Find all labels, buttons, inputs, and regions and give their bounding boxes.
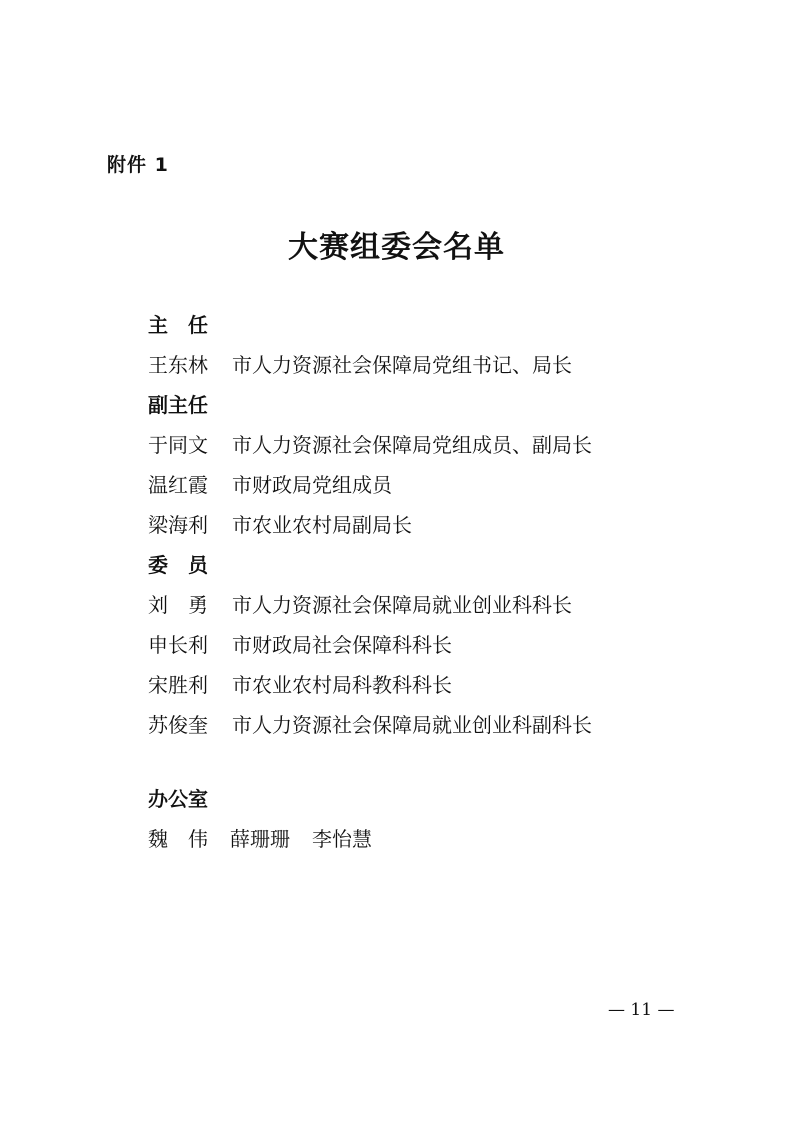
- member-row: [148, 625, 592, 665]
- member-role: 市农业农村局副局长: [232, 513, 412, 537]
- attachment-label: 附件 1: [107, 154, 169, 176]
- document-title: 大赛组委会名单: [288, 230, 505, 265]
- staff-name: 魏 伟: [148, 827, 208, 851]
- member-row: [148, 505, 592, 545]
- section-heading-office: 办公室: [148, 787, 208, 811]
- member-name: 梁海利: [148, 513, 208, 537]
- committee-list: [148, 305, 592, 859]
- member-role: 市人力资源社会保障局就业创业科科长: [232, 593, 572, 617]
- member-name: 宋胜利: [148, 673, 208, 697]
- member-row: [148, 585, 592, 625]
- member-row: [148, 705, 592, 745]
- section-spacer: [148, 745, 592, 779]
- section-heading-director: 主 任: [148, 313, 208, 337]
- member-name: 温红霞: [148, 473, 208, 497]
- member-row: [148, 665, 592, 705]
- member-name: 于同文: [148, 433, 208, 457]
- member-role: 市财政局党组成员: [232, 473, 392, 497]
- member-name: 申长利: [148, 633, 208, 657]
- member-row: [148, 345, 592, 385]
- staff-name: 李怡慧: [312, 827, 372, 851]
- office-staff-row: [148, 819, 592, 859]
- member-role: 市人力资源社会保障局就业创业科副科长: [232, 713, 592, 737]
- section-heading-deputy-director: 副主任: [148, 393, 208, 417]
- member-role: 市农业农村局科教科科长: [232, 673, 452, 697]
- member-name: 刘 勇: [148, 593, 208, 617]
- member-row: [148, 425, 592, 465]
- section-heading-members: 委 员: [148, 553, 208, 577]
- member-row: [148, 465, 592, 505]
- member-name: 王东林: [148, 353, 208, 377]
- member-role: 市财政局社会保障科科长: [232, 633, 452, 657]
- staff-name: 薛珊珊: [230, 827, 290, 851]
- member-role: 市人力资源社会保障局党组书记、局长: [232, 353, 572, 377]
- member-role: 市人力资源社会保障局党组成员、副局长: [232, 433, 592, 457]
- member-name: 苏俊奎: [148, 713, 208, 737]
- page-number: — 11 —: [608, 1000, 675, 1020]
